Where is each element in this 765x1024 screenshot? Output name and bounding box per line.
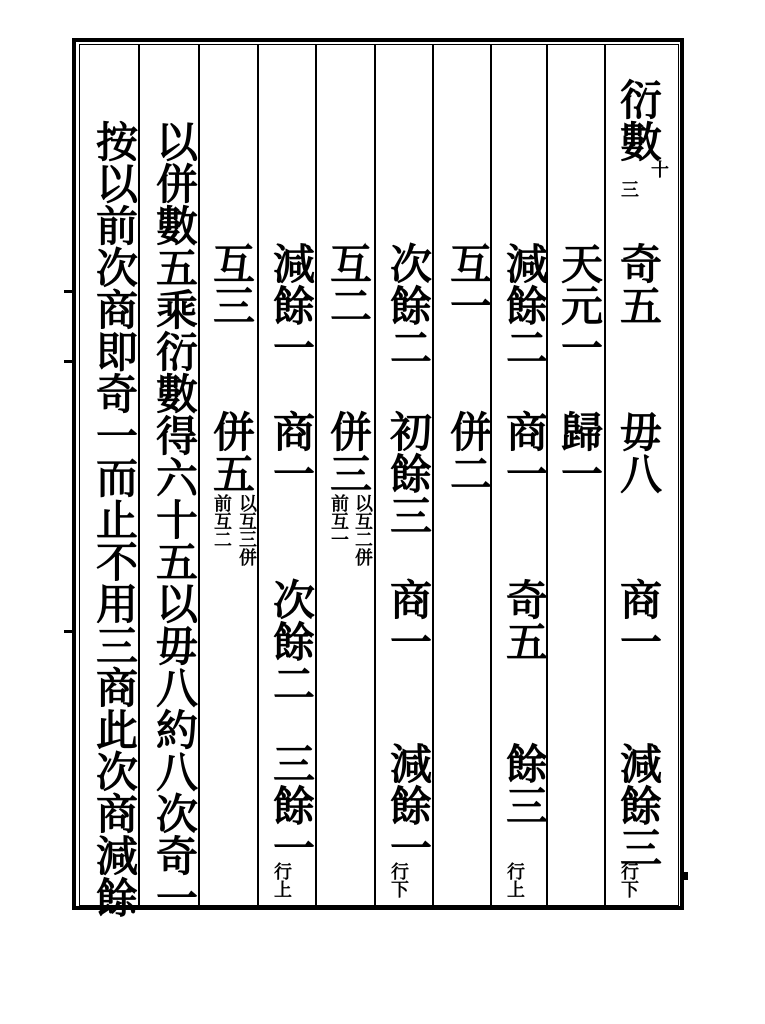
annotation-text: 行上 (271, 862, 292, 898)
column-text: 商一 (614, 578, 663, 662)
column-text: 三餘一 (267, 742, 316, 868)
annotation-text: 前互二 (211, 494, 232, 548)
column-text: 以併數五乘衍數得六十五以毋八約八次奇一 (150, 120, 199, 918)
column-text: 減餘三 (614, 742, 663, 868)
column-text: 商一 (384, 578, 433, 662)
annotation-text: 以互二併 (352, 494, 373, 566)
column-text: 減餘二 (500, 242, 549, 368)
annotation-text: 三 (618, 180, 639, 198)
annotation-text: 行上 (504, 862, 525, 898)
margin-mark (64, 630, 74, 633)
column-text: 次餘二 (384, 242, 433, 368)
column-text: 商一 (500, 410, 549, 494)
column-text: 天元一 (555, 242, 604, 368)
column-text: 餘三 (500, 742, 549, 826)
column-text: 互三 (207, 242, 256, 326)
column-text: 互二 (324, 242, 373, 326)
margin-mark (680, 872, 688, 880)
column-text: 減餘一 (267, 242, 316, 368)
annotation-text: 行下 (618, 862, 639, 898)
margin-mark (64, 360, 74, 363)
column-text: 歸一 (555, 410, 604, 494)
column-text: 奇五 (500, 578, 549, 662)
annotation-text: 十 (648, 160, 669, 178)
column-text: 按以前次商即奇一而止不用三商此次商減餘 (90, 120, 139, 918)
annotation-text: 前互一 (328, 494, 349, 548)
column-text: 次餘二 (267, 578, 316, 704)
column-text: 互一 (444, 242, 493, 326)
margin-mark (64, 290, 74, 293)
column-rule (257, 44, 259, 906)
column-text: 初餘三 (384, 410, 433, 536)
column-text: 衍數 (614, 78, 663, 162)
annotation-text: 行下 (388, 862, 409, 898)
annotation-text: 以互三併 (236, 494, 257, 566)
column-text: 奇五 (614, 242, 663, 326)
column-text: 併三 (324, 410, 373, 494)
column-text: 商一 (267, 410, 316, 494)
column-text: 減餘一 (384, 742, 433, 868)
column-text: 併五 (207, 410, 256, 494)
column-rule (374, 44, 376, 906)
column-text: 併二 (444, 410, 493, 494)
column-text: 毋八 (614, 410, 663, 494)
